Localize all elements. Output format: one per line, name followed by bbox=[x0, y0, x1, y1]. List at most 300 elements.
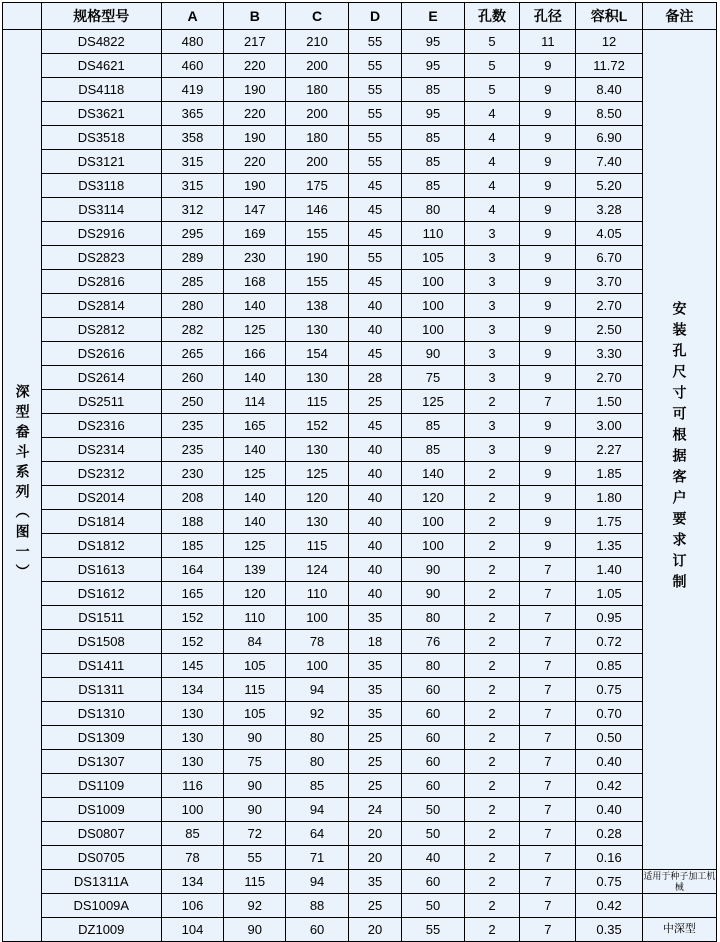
cell-dim-b: 140 bbox=[224, 366, 286, 390]
cell-volume: 6.70 bbox=[576, 246, 643, 270]
cell-dim-e: 95 bbox=[402, 54, 464, 78]
cell-dim-d: 25 bbox=[348, 750, 402, 774]
cell-dim-a: 164 bbox=[161, 558, 223, 582]
cell-dim-b: 140 bbox=[224, 294, 286, 318]
cell-dim-e: 95 bbox=[402, 102, 464, 126]
cell-hole-diameter: 9 bbox=[520, 342, 576, 366]
cell-dim-c: 71 bbox=[286, 846, 348, 870]
cell-dim-b: 139 bbox=[224, 558, 286, 582]
cell-hole-count: 5 bbox=[464, 30, 520, 54]
cell-hole-count: 2 bbox=[464, 390, 520, 414]
cell-dim-d: 40 bbox=[348, 510, 402, 534]
cell-dim-d: 45 bbox=[348, 270, 402, 294]
cell-dim-d: 20 bbox=[348, 846, 402, 870]
table-row bbox=[3, 150, 717, 174]
cell-dim-a: 250 bbox=[161, 390, 223, 414]
cell-dim-c: 130 bbox=[286, 438, 348, 462]
cell-dim-e: 60 bbox=[402, 870, 464, 894]
cell-dim-d: 55 bbox=[348, 102, 402, 126]
cell-model: DS1612 bbox=[41, 582, 161, 606]
cell-dim-e: 85 bbox=[402, 126, 464, 150]
cell-model: DS2316 bbox=[41, 414, 161, 438]
cell-hole-count: 2 bbox=[464, 606, 520, 630]
remark-main-text: 安装孔尺寸可根据客户要求订制 bbox=[671, 301, 688, 596]
table-row bbox=[3, 102, 717, 126]
cell-dim-e: 85 bbox=[402, 414, 464, 438]
table-row bbox=[3, 726, 717, 750]
cell-dim-e: 80 bbox=[402, 654, 464, 678]
cell-hole-count: 2 bbox=[464, 750, 520, 774]
cell-dim-e: 60 bbox=[402, 750, 464, 774]
cell-hole-diameter: 9 bbox=[520, 462, 576, 486]
cell-hole-diameter: 7 bbox=[520, 654, 576, 678]
cell-model: DS1307 bbox=[41, 750, 161, 774]
cell-hole-diameter: 7 bbox=[520, 822, 576, 846]
table-row bbox=[3, 918, 717, 942]
cell-hole-diameter: 11 bbox=[520, 30, 576, 54]
cell-dim-d: 24 bbox=[348, 798, 402, 822]
cell-dim-b: 90 bbox=[224, 798, 286, 822]
cell-volume: 5.20 bbox=[576, 174, 643, 198]
cell-model: DS2314 bbox=[41, 438, 161, 462]
cell-hole-diameter: 9 bbox=[520, 102, 576, 126]
table-row bbox=[3, 294, 717, 318]
cell-dim-e: 50 bbox=[402, 798, 464, 822]
cell-dim-c: 120 bbox=[286, 486, 348, 510]
cell-hole-count: 2 bbox=[464, 558, 520, 582]
cell-dim-b: 75 bbox=[224, 750, 286, 774]
cell-hole-count: 2 bbox=[464, 486, 520, 510]
cell-dim-b: 120 bbox=[224, 582, 286, 606]
table-row bbox=[3, 654, 717, 678]
table-row bbox=[3, 750, 717, 774]
cell-hole-count: 4 bbox=[464, 198, 520, 222]
cell-dim-c: 125 bbox=[286, 462, 348, 486]
cell-dim-c: 80 bbox=[286, 726, 348, 750]
remark-main-cell bbox=[642, 30, 716, 870]
series-label-cell bbox=[3, 30, 42, 942]
table-row bbox=[3, 798, 717, 822]
table-row bbox=[3, 318, 717, 342]
cell-dim-d: 35 bbox=[348, 654, 402, 678]
cell-dim-e: 100 bbox=[402, 270, 464, 294]
cell-hole-diameter: 7 bbox=[520, 678, 576, 702]
cell-model: DS1311 bbox=[41, 678, 161, 702]
cell-model: DS1411 bbox=[41, 654, 161, 678]
cell-dim-b: 92 bbox=[224, 894, 286, 918]
table-row bbox=[3, 246, 717, 270]
cell-dim-a: 460 bbox=[161, 54, 223, 78]
cell-volume: 0.35 bbox=[576, 918, 643, 942]
cell-dim-d: 45 bbox=[348, 342, 402, 366]
cell-volume: 6.90 bbox=[576, 126, 643, 150]
cell-dim-b: 220 bbox=[224, 150, 286, 174]
cell-dim-d: 40 bbox=[348, 318, 402, 342]
cell-dim-d: 18 bbox=[348, 630, 402, 654]
cell-volume: 2.27 bbox=[576, 438, 643, 462]
cell-hole-count: 3 bbox=[464, 318, 520, 342]
cell-model: DS0705 bbox=[41, 846, 161, 870]
cell-hole-count: 3 bbox=[464, 246, 520, 270]
cell-dim-c: 94 bbox=[286, 798, 348, 822]
cell-model: DS2014 bbox=[41, 486, 161, 510]
header-model: 规格型号 bbox=[41, 3, 161, 30]
header-d: D bbox=[348, 3, 402, 30]
cell-dim-a: 285 bbox=[161, 270, 223, 294]
cell-volume: 8.40 bbox=[576, 78, 643, 102]
cell-dim-a: 365 bbox=[161, 102, 223, 126]
cell-dim-c: 110 bbox=[286, 582, 348, 606]
cell-dim-a: 130 bbox=[161, 702, 223, 726]
cell-dim-b: 165 bbox=[224, 414, 286, 438]
cell-hole-count: 5 bbox=[464, 54, 520, 78]
cell-dim-c: 190 bbox=[286, 246, 348, 270]
cell-dim-c: 60 bbox=[286, 918, 348, 942]
cell-volume: 1.50 bbox=[576, 390, 643, 414]
cell-dim-a: 104 bbox=[161, 918, 223, 942]
cell-hole-diameter: 7 bbox=[520, 798, 576, 822]
table-row bbox=[3, 270, 717, 294]
cell-dim-c: 100 bbox=[286, 654, 348, 678]
cell-dim-b: 217 bbox=[224, 30, 286, 54]
cell-dim-e: 95 bbox=[402, 30, 464, 54]
cell-dim-e: 120 bbox=[402, 486, 464, 510]
cell-dim-e: 85 bbox=[402, 78, 464, 102]
table-header-row bbox=[3, 3, 717, 30]
cell-volume: 7.40 bbox=[576, 150, 643, 174]
cell-dim-a: 130 bbox=[161, 750, 223, 774]
cell-dim-c: 180 bbox=[286, 78, 348, 102]
cell-dim-b: 115 bbox=[224, 678, 286, 702]
cell-dim-d: 28 bbox=[348, 366, 402, 390]
cell-dim-c: 200 bbox=[286, 54, 348, 78]
cell-dim-c: 92 bbox=[286, 702, 348, 726]
cell-dim-b: 90 bbox=[224, 774, 286, 798]
cell-model: DS2312 bbox=[41, 462, 161, 486]
cell-dim-e: 60 bbox=[402, 774, 464, 798]
cell-dim-b: 125 bbox=[224, 318, 286, 342]
cell-dim-b: 190 bbox=[224, 126, 286, 150]
cell-dim-a: 282 bbox=[161, 318, 223, 342]
cell-hole-count: 2 bbox=[464, 510, 520, 534]
cell-dim-b: 166 bbox=[224, 342, 286, 366]
table-row bbox=[3, 558, 717, 582]
cell-volume: 0.28 bbox=[576, 822, 643, 846]
cell-dim-e: 50 bbox=[402, 822, 464, 846]
cell-dim-e: 40 bbox=[402, 846, 464, 870]
cell-dim-b: 169 bbox=[224, 222, 286, 246]
cell-model: DS4822 bbox=[41, 30, 161, 54]
cell-dim-c: 124 bbox=[286, 558, 348, 582]
cell-dim-b: 84 bbox=[224, 630, 286, 654]
cell-dim-a: 315 bbox=[161, 150, 223, 174]
cell-dim-d: 40 bbox=[348, 558, 402, 582]
cell-hole-diameter: 9 bbox=[520, 246, 576, 270]
cell-dim-a: 260 bbox=[161, 366, 223, 390]
cell-dim-e: 76 bbox=[402, 630, 464, 654]
cell-model: DS4621 bbox=[41, 54, 161, 78]
table-row bbox=[3, 78, 717, 102]
cell-hole-diameter: 9 bbox=[520, 318, 576, 342]
cell-dim-a: 145 bbox=[161, 654, 223, 678]
cell-hole-diameter: 7 bbox=[520, 774, 576, 798]
table-row bbox=[3, 846, 717, 870]
cell-model: DS3118 bbox=[41, 174, 161, 198]
cell-dim-e: 55 bbox=[402, 918, 464, 942]
cell-dim-d: 45 bbox=[348, 414, 402, 438]
table-row bbox=[3, 582, 717, 606]
cell-dim-a: 134 bbox=[161, 870, 223, 894]
cell-model: DS1508 bbox=[41, 630, 161, 654]
cell-dim-d: 25 bbox=[348, 894, 402, 918]
cell-model: DS1310 bbox=[41, 702, 161, 726]
cell-dim-e: 90 bbox=[402, 342, 464, 366]
table-row bbox=[3, 126, 717, 150]
table-row bbox=[3, 342, 717, 366]
cell-hole-diameter: 7 bbox=[520, 630, 576, 654]
cell-dim-a: 235 bbox=[161, 414, 223, 438]
cell-dim-a: 289 bbox=[161, 246, 223, 270]
table-row bbox=[3, 510, 717, 534]
cell-model: DS2816 bbox=[41, 270, 161, 294]
cell-dim-d: 55 bbox=[348, 126, 402, 150]
cell-dim-d: 35 bbox=[348, 702, 402, 726]
cell-hole-diameter: 7 bbox=[520, 726, 576, 750]
cell-volume: 3.30 bbox=[576, 342, 643, 366]
cell-volume: 0.95 bbox=[576, 606, 643, 630]
cell-dim-c: 175 bbox=[286, 174, 348, 198]
cell-model: DS2812 bbox=[41, 318, 161, 342]
table-row bbox=[3, 222, 717, 246]
cell-dim-e: 100 bbox=[402, 294, 464, 318]
cell-model: DS2814 bbox=[41, 294, 161, 318]
cell-hole-count: 2 bbox=[464, 678, 520, 702]
table-row bbox=[3, 438, 717, 462]
table-row bbox=[3, 678, 717, 702]
table-row bbox=[3, 774, 717, 798]
cell-dim-b: 190 bbox=[224, 174, 286, 198]
cell-model: DZ1009 bbox=[41, 918, 161, 942]
cell-hole-count: 2 bbox=[464, 822, 520, 846]
table-row bbox=[3, 198, 717, 222]
remark-cell: 适用于种子加工机械 bbox=[643, 871, 716, 892]
header-b: B bbox=[224, 3, 286, 30]
cell-hole-count: 2 bbox=[464, 462, 520, 486]
cell-dim-a: 78 bbox=[161, 846, 223, 870]
cell-model: DS4118 bbox=[41, 78, 161, 102]
cell-model: DS2823 bbox=[41, 246, 161, 270]
cell-hole-count: 4 bbox=[464, 126, 520, 150]
cell-hole-diameter: 9 bbox=[520, 174, 576, 198]
cell-dim-e: 90 bbox=[402, 582, 464, 606]
cell-dim-c: 210 bbox=[286, 30, 348, 54]
header-c: C bbox=[286, 3, 348, 30]
table-row bbox=[3, 414, 717, 438]
table-row bbox=[3, 366, 717, 390]
header-e: E bbox=[402, 3, 464, 30]
cell-hole-count: 2 bbox=[464, 798, 520, 822]
cell-dim-b: 90 bbox=[224, 918, 286, 942]
cell-dim-a: 235 bbox=[161, 438, 223, 462]
cell-dim-a: 358 bbox=[161, 126, 223, 150]
cell-volume: 3.70 bbox=[576, 270, 643, 294]
cell-dim-a: 480 bbox=[161, 30, 223, 54]
cell-dim-b: 72 bbox=[224, 822, 286, 846]
cell-model: DS3621 bbox=[41, 102, 161, 126]
cell-dim-e: 80 bbox=[402, 198, 464, 222]
cell-dim-a: 85 bbox=[161, 822, 223, 846]
cell-dim-e: 125 bbox=[402, 390, 464, 414]
cell-hole-count: 3 bbox=[464, 294, 520, 318]
cell-dim-c: 152 bbox=[286, 414, 348, 438]
cell-volume: 0.50 bbox=[576, 726, 643, 750]
cell-dim-b: 168 bbox=[224, 270, 286, 294]
cell-dim-c: 88 bbox=[286, 894, 348, 918]
cell-hole-diameter: 7 bbox=[520, 702, 576, 726]
cell-hole-diameter: 7 bbox=[520, 894, 576, 918]
cell-dim-a: 312 bbox=[161, 198, 223, 222]
cell-volume: 0.70 bbox=[576, 702, 643, 726]
cell-hole-diameter: 9 bbox=[520, 222, 576, 246]
cell-hole-count: 3 bbox=[464, 222, 520, 246]
cell-dim-a: 100 bbox=[161, 798, 223, 822]
cell-dim-c: 115 bbox=[286, 534, 348, 558]
cell-hole-count: 2 bbox=[464, 774, 520, 798]
cell-dim-d: 40 bbox=[348, 534, 402, 558]
cell-dim-c: 100 bbox=[286, 606, 348, 630]
cell-dim-e: 110 bbox=[402, 222, 464, 246]
cell-dim-d: 55 bbox=[348, 78, 402, 102]
cell-dim-c: 78 bbox=[286, 630, 348, 654]
cell-dim-a: 152 bbox=[161, 630, 223, 654]
cell-dim-a: 419 bbox=[161, 78, 223, 102]
cell-dim-a: 106 bbox=[161, 894, 223, 918]
specification-table bbox=[2, 2, 717, 942]
cell-hole-count: 4 bbox=[464, 150, 520, 174]
cell-dim-d: 20 bbox=[348, 822, 402, 846]
cell-dim-e: 85 bbox=[402, 174, 464, 198]
cell-dim-d: 55 bbox=[348, 54, 402, 78]
cell-hole-diameter: 9 bbox=[520, 366, 576, 390]
cell-hole-count: 2 bbox=[464, 894, 520, 918]
cell-dim-e: 60 bbox=[402, 702, 464, 726]
cell-volume: 0.72 bbox=[576, 630, 643, 654]
table-row bbox=[3, 606, 717, 630]
cell-dim-d: 25 bbox=[348, 390, 402, 414]
cell-dim-c: 180 bbox=[286, 126, 348, 150]
cell-dim-a: 315 bbox=[161, 174, 223, 198]
cell-hole-diameter: 9 bbox=[520, 294, 576, 318]
cell-dim-d: 35 bbox=[348, 870, 402, 894]
cell-hole-count: 5 bbox=[464, 78, 520, 102]
cell-model: DS1009A bbox=[41, 894, 161, 918]
cell-model: DS1613 bbox=[41, 558, 161, 582]
table-row bbox=[3, 462, 717, 486]
cell-volume: 0.40 bbox=[576, 750, 643, 774]
cell-dim-a: 280 bbox=[161, 294, 223, 318]
series-label-text: 深型畚斗系列（图一） bbox=[14, 384, 31, 585]
cell-dim-d: 40 bbox=[348, 462, 402, 486]
cell-volume: 0.75 bbox=[576, 870, 643, 894]
cell-dim-c: 94 bbox=[286, 870, 348, 894]
cell-dim-b: 190 bbox=[224, 78, 286, 102]
cell-dim-e: 75 bbox=[402, 366, 464, 390]
header-remark: 备注 bbox=[642, 3, 716, 30]
cell-dim-d: 55 bbox=[348, 30, 402, 54]
cell-hole-diameter: 7 bbox=[520, 606, 576, 630]
cell-volume: 0.75 bbox=[576, 678, 643, 702]
cell-dim-b: 90 bbox=[224, 726, 286, 750]
cell-dim-e: 50 bbox=[402, 894, 464, 918]
cell-volume: 0.85 bbox=[576, 654, 643, 678]
cell-hole-diameter: 7 bbox=[520, 870, 576, 894]
cell-dim-a: 188 bbox=[161, 510, 223, 534]
cell-volume: 1.35 bbox=[576, 534, 643, 558]
cell-dim-d: 25 bbox=[348, 774, 402, 798]
cell-hole-count: 2 bbox=[464, 630, 520, 654]
cell-model: DS1109 bbox=[41, 774, 161, 798]
cell-model: DS3121 bbox=[41, 150, 161, 174]
cell-volume: 1.05 bbox=[576, 582, 643, 606]
cell-hole-count: 3 bbox=[464, 270, 520, 294]
cell-volume: 0.42 bbox=[576, 894, 643, 918]
cell-dim-c: 64 bbox=[286, 822, 348, 846]
cell-model: DS2916 bbox=[41, 222, 161, 246]
cell-dim-b: 220 bbox=[224, 54, 286, 78]
cell-hole-diameter: 9 bbox=[520, 150, 576, 174]
cell-dim-c: 130 bbox=[286, 366, 348, 390]
cell-model: DS3518 bbox=[41, 126, 161, 150]
cell-dim-d: 40 bbox=[348, 438, 402, 462]
cell-hole-count: 2 bbox=[464, 726, 520, 750]
cell-hole-diameter: 9 bbox=[520, 198, 576, 222]
cell-dim-c: 200 bbox=[286, 102, 348, 126]
cell-dim-c: 115 bbox=[286, 390, 348, 414]
cell-dim-e: 100 bbox=[402, 534, 464, 558]
cell-hole-count: 2 bbox=[464, 702, 520, 726]
cell-dim-a: 152 bbox=[161, 606, 223, 630]
cell-dim-e: 105 bbox=[402, 246, 464, 270]
cell-dim-a: 208 bbox=[161, 486, 223, 510]
cell-hole-diameter: 9 bbox=[520, 486, 576, 510]
table-row bbox=[3, 174, 717, 198]
cell-model: DS1812 bbox=[41, 534, 161, 558]
cell-dim-c: 200 bbox=[286, 150, 348, 174]
cell-dim-e: 60 bbox=[402, 726, 464, 750]
header-hole-count: 孔数 bbox=[464, 3, 520, 30]
cell-dim-a: 185 bbox=[161, 534, 223, 558]
cell-model: DS1511 bbox=[41, 606, 161, 630]
cell-volume: 3.28 bbox=[576, 198, 643, 222]
cell-model: DS2616 bbox=[41, 342, 161, 366]
cell-dim-e: 140 bbox=[402, 462, 464, 486]
cell-hole-diameter: 7 bbox=[520, 918, 576, 942]
cell-volume: 1.85 bbox=[576, 462, 643, 486]
cell-dim-e: 60 bbox=[402, 678, 464, 702]
cell-dim-b: 114 bbox=[224, 390, 286, 414]
cell-dim-a: 295 bbox=[161, 222, 223, 246]
cell-dim-d: 20 bbox=[348, 918, 402, 942]
table-row bbox=[3, 486, 717, 510]
cell-dim-d: 45 bbox=[348, 174, 402, 198]
cell-dim-e: 85 bbox=[402, 150, 464, 174]
cell-hole-diameter: 7 bbox=[520, 390, 576, 414]
cell-model: DS1814 bbox=[41, 510, 161, 534]
table-row bbox=[3, 702, 717, 726]
cell-dim-c: 94 bbox=[286, 678, 348, 702]
cell-hole-diameter: 9 bbox=[520, 54, 576, 78]
cell-dim-a: 116 bbox=[161, 774, 223, 798]
